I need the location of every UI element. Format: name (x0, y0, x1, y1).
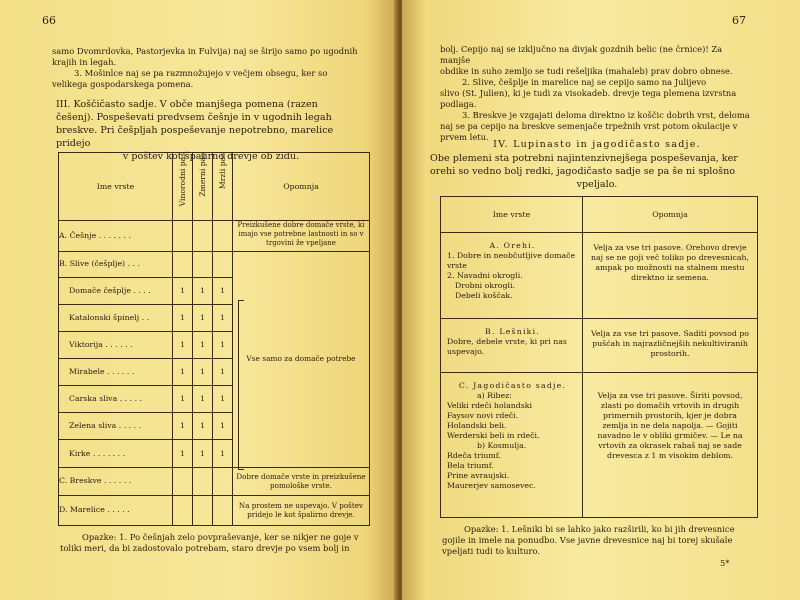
group-title: C. Jagodičasto sadje. (458, 381, 567, 390)
col-header-name: Ime vrste (441, 197, 583, 233)
mark-vinorodni: 1 (173, 277, 193, 304)
mark-zmerni: 1 (193, 359, 213, 386)
heading-line: češenj). Pospeševati predvsem češnje in v ugodnih legah (56, 112, 332, 123)
table-row (59, 495, 370, 525)
text-line: samo Dvomrdovka, Pastorjevka in Fulvija) naj se širijo samo po ugodnih (52, 46, 358, 56)
footnote (442, 524, 760, 557)
variety-item: 1. Dobre in neobčutljive domače vrste (447, 251, 576, 270)
mark-mrzli: 1 (213, 413, 233, 440)
group-lesniki (441, 319, 583, 373)
variety-item: b) Kosmulja. (477, 441, 527, 450)
variety-item: Bela triumf. (447, 461, 494, 470)
mark-mrzli: 1 (213, 440, 233, 467)
section-heading-body (430, 152, 764, 191)
mark-vinorodni: 1 (173, 440, 193, 467)
signature-mark: 5* (720, 558, 730, 568)
mark-vinorodni: 1 (173, 386, 193, 413)
note-orehi: Velja za vse tri pasove. Orehovo drevje naj se ne goji več toliko po drevesnicah, ampak po možnosti na stalnem mestu direktno iz semena. (583, 233, 758, 319)
variety-item: Veliki rdeči holandski (447, 401, 532, 410)
variety-name: Viktorija . . . . . . (59, 331, 173, 358)
heading-line: breskve. Pri češpljah pospeševanje nepotrebno, marelice pridejo (56, 125, 334, 149)
col-header-vinorodni: Vinorodni pas (173, 153, 193, 221)
mark-zmerni: 1 (193, 440, 213, 467)
mark-mrzli: 1 (213, 331, 233, 358)
mark-mrzli: 1 (213, 359, 233, 386)
col-header-mrzli: Mrzli pas (213, 153, 233, 221)
mark-vinorodni: 1 (173, 413, 193, 440)
variety-item: Prine avraujski. (447, 471, 510, 480)
mark-mrzli: 1 (213, 277, 233, 304)
text-line: krajih in legah. (52, 57, 117, 67)
footnote (60, 532, 372, 554)
text-line: obdike in suho zemljo se tudi rešeljika (mahaleb) prav dobro obnese. (440, 66, 733, 76)
text-line: toliki meri, da bi zadostovalo potrebam, staro drevje po vsem bolj in (60, 543, 350, 553)
text-line: Opazke: 1. Po češnjah zelo povpraševanje, ker se nikjer ne goje v (82, 532, 359, 542)
text-line: naj se pa cepijo na breskve semenjače trpežnih vrst potom okulacije v (440, 121, 738, 131)
col-header-zmerni: Zmerni pas (193, 153, 213, 221)
variety-item: Debeli koščak. (455, 291, 513, 300)
text-line: podlaga. (440, 99, 477, 109)
section-heading-title: IV. Lupinasto in jagodičasto sadje. (493, 139, 701, 150)
table-row (441, 373, 758, 518)
intro-paragraph (440, 44, 754, 143)
variety-item: 2. Navadni okrogli. (447, 271, 523, 280)
variety-name: Zelena sliva . . . . . (59, 413, 173, 440)
heading-line: v poštev kot špalirno drevje ob zidu. (122, 151, 300, 162)
text-line: 2. Slive, češplje in marelice naj se cepijo samo na Julijevo (462, 77, 707, 87)
heading-line: vpeljalo. (576, 179, 618, 190)
note-slive-cell (233, 251, 370, 467)
variety-name: Mirabele . . . . . . (59, 359, 173, 386)
variety-item: Faysov novi rdeči. (447, 411, 519, 420)
heading-line: Obe plemeni sta potrebni najintenzivnejšega pospeševanja, ker (430, 153, 738, 164)
heading-line: orehi so vedno bolj redki, jagodičasto sadje se pa še ni splošno (430, 166, 736, 177)
group-title: A. Orehi. (489, 241, 536, 250)
left-page (0, 0, 398, 600)
mark-mrzli: 1 (213, 386, 233, 413)
variety-name: A. Češnje . . . . . . . (59, 221, 173, 251)
stone-fruit-table (58, 152, 370, 526)
table-row (59, 251, 370, 277)
variety-name: Domače češplje . . . . (59, 277, 173, 304)
table-row (59, 221, 370, 251)
variety-name: C. Breskve . . . . . . (59, 467, 173, 495)
mark-vinorodni: 1 (173, 331, 193, 358)
variety-item: Maurerjev samosevec. (447, 481, 536, 490)
text-line: bolj. Cepijo naj se izključno na divjak gozdnih belic (ne črnice)! Za manjše (440, 44, 723, 65)
brace-mark (238, 300, 244, 470)
mark-vinorodni: 1 (173, 304, 193, 331)
note-slive: Vse samo za domače potrebe (246, 354, 356, 364)
variety-name: Kirke . . . . . . . (59, 440, 173, 467)
table-row (441, 233, 758, 319)
text-line: vpeljati tudi to kulturo. (442, 546, 541, 556)
note-jagodicasto: Velja za vse tri pasove. Širiti povsod, zlasti po domačih vrtovih in drugih primernih prostorih, kjer je dobra zemlja in ne dela napolja. — Gojiti navadno le v obliki grmičev. — Le na vrtovih za okrasek rabaš naj se sade drevesca z 1 m visokim deblom. (583, 373, 758, 518)
note-lesniki: Velja za vse tri pasove. Saditi povsod po pušćah in najrazličnejših nekultiviranih prostorih. (583, 319, 758, 373)
mark-zmerni: 1 (193, 331, 213, 358)
variety-name: B. Slive (češplje) . . . (59, 251, 173, 277)
group-jagodicasto (441, 373, 583, 518)
variety-name: Katalonski špinelj . . (59, 304, 173, 331)
variety-item: Dobre, debele vrste, ki pri nas uspevajo. (447, 337, 567, 356)
page-number: 67 (732, 14, 746, 27)
variety-item: a) Ribez: (477, 391, 512, 400)
text-line: 3. Mošinlce naj se pa razmnožujejo v večjem obsegu, ker so (74, 68, 328, 78)
heading-line: III. Koščičasto sadje. V obče manjšega pomena (razen (56, 99, 318, 110)
text-line: prvem letu. (440, 132, 489, 142)
col-header-name: Ime vrste (59, 153, 173, 221)
text-line: gojile in imele na ponudbo. Vse javne drevesnice naj bi torej skušale (442, 535, 733, 545)
col-header-opomnja: Opomnja (233, 153, 370, 221)
variety-name: D. Marelice . . . . . (59, 495, 173, 525)
note-breskve: Dobre domače vrste in preizkušene pomološke vrste. (233, 467, 370, 495)
text-line: slivo (St. Julien), ki je tudi za visokadeb. drevje tega plemena izvrstna (440, 88, 737, 98)
mark-zmerni: 1 (193, 386, 213, 413)
right-page (402, 0, 800, 600)
text-line: Opazke: 1. Lešniki bi se lahko jako razširili, ko bi jih drevesnice (464, 524, 735, 534)
variety-name: Carska sliva . . . . . (59, 386, 173, 413)
mark-zmerni: 1 (193, 304, 213, 331)
note-cesnje: Preizkušene dobre domače vrste, ki imajo vse potrebne lastnosti in so v trgovini že vpeljane (233, 221, 370, 251)
table-row (441, 319, 758, 373)
mark-mrzli: 1 (213, 304, 233, 331)
variety-item: Werderski beli in rdeči. (447, 431, 540, 440)
col-header-opomnja: Opomnja (583, 197, 758, 233)
variety-item: Holandski beli. (447, 421, 507, 430)
variety-item: Rdeča triumf. (447, 451, 501, 460)
mark-zmerni: 1 (193, 413, 213, 440)
mark-vinorodni: 1 (173, 359, 193, 386)
intro-paragraph (52, 46, 372, 90)
variety-item: Drobni okrogli. (455, 281, 515, 290)
page-number: 66 (42, 14, 56, 27)
text-line: velikega gospodarskega pomena. (52, 79, 194, 89)
nut-berry-table (440, 196, 758, 518)
text-line: 3. Breskve je vzgajati deloma direktno iz koščic dobrih vrst, deloma (462, 110, 750, 120)
group-orehi (441, 233, 583, 319)
note-marelice: Na prostem ne uspevajo. V poštev pridejo le kot špalirno drevje. (233, 495, 370, 525)
mark-zmerni: 1 (193, 277, 213, 304)
table-row (59, 467, 370, 495)
group-title: B. Lešniki. (485, 327, 540, 336)
